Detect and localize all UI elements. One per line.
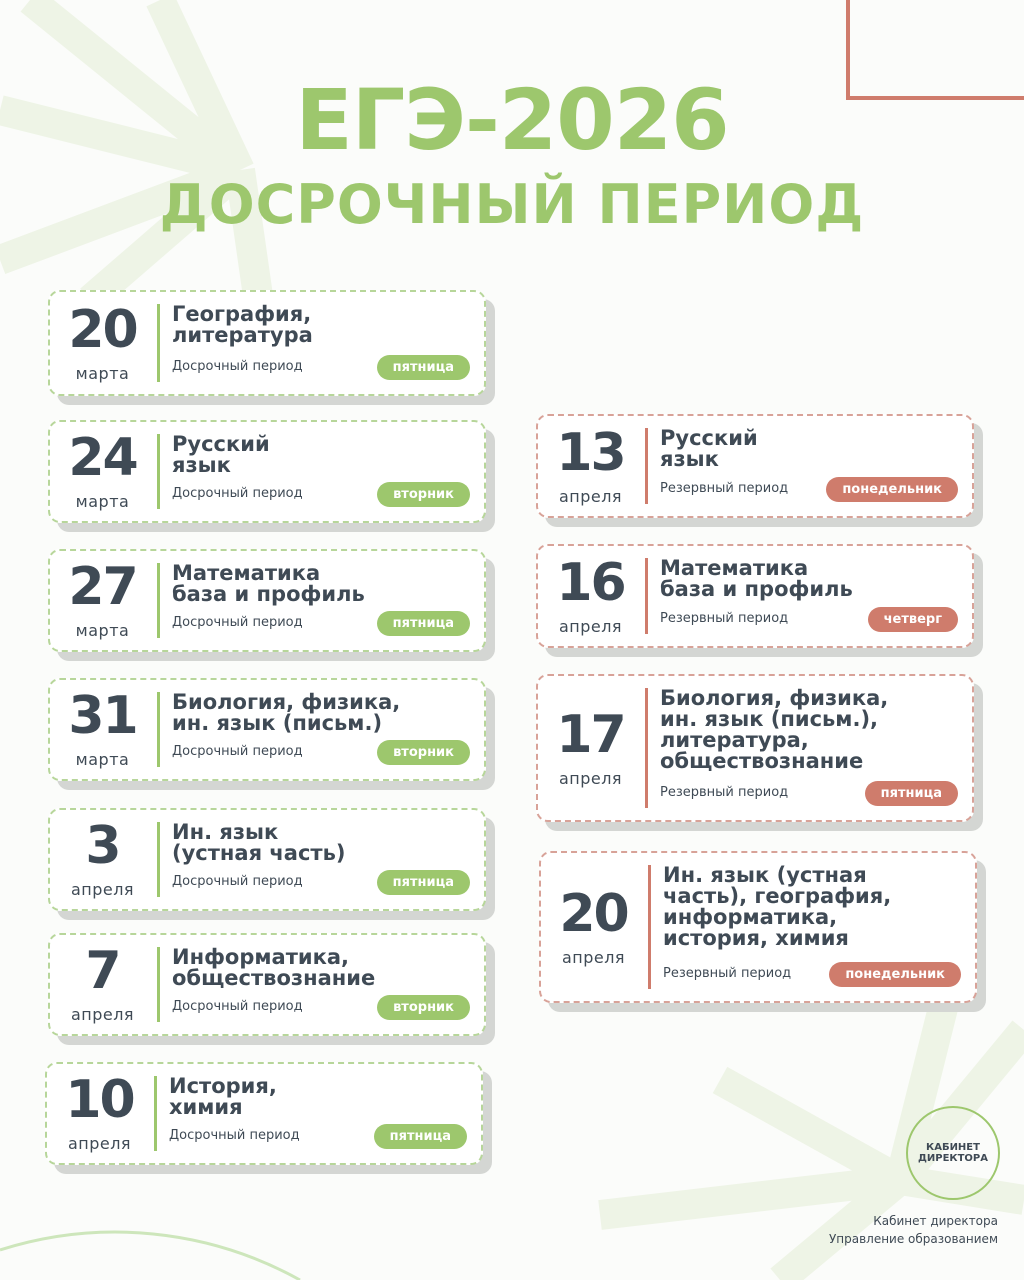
exam-subject: Математика база и профиль — [172, 561, 365, 606]
exam-month: апреля — [561, 947, 626, 967]
exam-day: 31 — [68, 686, 137, 746]
exam-subject: Математика база и профиль — [660, 556, 853, 601]
exam-month: марта — [75, 621, 130, 640]
exam-card — [48, 420, 486, 523]
exam-month: марта — [75, 492, 130, 511]
exam-date — [50, 422, 155, 521]
weekday-badge: пятница — [377, 870, 470, 895]
exam-card — [48, 933, 486, 1036]
weekday-badge: понедельник — [826, 477, 958, 502]
cabinet-logo — [906, 1106, 1000, 1200]
exam-month: апреля — [70, 1005, 135, 1024]
card-divider — [645, 558, 648, 634]
exam-day: 3 — [85, 816, 120, 876]
footer-line-1: Кабинет директора — [873, 1214, 998, 1228]
exam-date — [50, 810, 155, 909]
exam-month: апреля — [558, 486, 623, 506]
exam-period: Досрочный период — [172, 615, 303, 630]
reserve-exam-card — [536, 674, 974, 822]
weekday-badge: вторник — [377, 995, 470, 1020]
exam-month: апреля — [558, 616, 623, 636]
card-divider — [157, 304, 160, 382]
footer-line-2: Управление образованием — [828, 1232, 998, 1246]
exam-day: 10 — [65, 1070, 134, 1130]
exam-period: Досрочный период — [169, 1128, 300, 1143]
exam-month: марта — [75, 363, 130, 383]
weekday-badge: четверг — [868, 607, 958, 632]
exam-date — [50, 551, 155, 650]
exam-period: Досрочный период — [172, 744, 303, 759]
exam-period: Резервный период — [663, 966, 792, 981]
exam-period: Досрочный период — [172, 486, 303, 501]
exam-subject: География, литература — [172, 302, 313, 347]
weekday-badge: пятница — [374, 1124, 467, 1149]
page-subtitle: ДОСРОЧНЫЙ ПЕРИОД — [159, 173, 865, 236]
weekday-badge: вторник — [377, 740, 470, 765]
exam-day: 27 — [68, 557, 137, 617]
exam-day: 24 — [68, 428, 137, 488]
weekday-badge: пятница — [865, 781, 958, 806]
exam-period: Резервный период — [660, 785, 789, 800]
card-divider — [157, 563, 160, 638]
exam-subject: Биология, физика, ин. язык (письм.) — [172, 690, 401, 735]
exam-card — [48, 549, 486, 652]
weekday-badge: вторник — [377, 482, 470, 507]
exam-subject: Биология, физика, ин. язык (письм.), литература, обществознание — [660, 686, 889, 773]
exam-subject: История, химия — [169, 1074, 277, 1119]
exam-month: апреля — [67, 1134, 132, 1153]
reserve-exam-card — [539, 851, 977, 1003]
card-divider — [157, 692, 160, 767]
exam-day: 13 — [556, 422, 625, 483]
exam-month: апреля — [558, 768, 623, 788]
exam-date — [50, 680, 155, 779]
exam-day: 20 — [68, 299, 137, 360]
card-divider — [648, 865, 651, 989]
exam-period: Резервный период — [660, 611, 789, 626]
exam-date — [47, 1064, 152, 1163]
exam-date — [538, 676, 643, 820]
exam-subject: Ин. язык (устная часть) — [172, 820, 346, 865]
exam-period: Досрочный период — [172, 359, 303, 374]
exam-day: 17 — [556, 704, 625, 765]
exam-period: Резервный период — [660, 481, 789, 496]
weekday-badge: пятница — [377, 355, 470, 380]
footer — [829, 1212, 998, 1248]
exam-day: 7 — [85, 941, 120, 1001]
card-divider — [645, 688, 648, 808]
exam-subject: Ин. язык (устная часть), география, информатика, история, химия — [663, 863, 892, 950]
logo-line-2: ДИРЕКТОРА — [918, 1153, 988, 1164]
exam-date — [50, 292, 155, 394]
exam-day: 20 — [559, 883, 628, 944]
exam-card — [48, 290, 486, 396]
reserve-exam-card — [536, 544, 974, 648]
exam-card — [48, 678, 486, 781]
weekday-badge: понедельник — [829, 962, 961, 987]
exam-day: 16 — [556, 552, 625, 613]
exam-date — [541, 853, 646, 1001]
card-divider — [157, 434, 160, 509]
exam-card — [45, 1062, 483, 1165]
exam-subject: Русский язык — [172, 432, 270, 477]
reserve-exam-card — [536, 414, 974, 518]
card-divider — [157, 947, 160, 1022]
exam-month: апреля — [70, 880, 135, 899]
card-divider — [154, 1076, 157, 1151]
exam-subject: Русский язык — [660, 426, 758, 471]
exam-period: Досрочный период — [172, 999, 303, 1014]
card-divider — [157, 822, 160, 897]
page-title: ЕГЭ-2026 — [295, 71, 729, 169]
weekday-badge: пятница — [377, 611, 470, 636]
exam-date — [50, 935, 155, 1034]
exam-month: марта — [75, 750, 130, 769]
exam-period: Досрочный период — [172, 874, 303, 889]
logo-line-1: КАБИНЕТ — [926, 1142, 980, 1153]
exam-date — [538, 546, 643, 646]
exam-subject: Информатика, обществознание — [172, 945, 376, 990]
exam-card — [48, 808, 486, 911]
card-divider — [645, 428, 648, 504]
exam-date — [538, 416, 643, 516]
